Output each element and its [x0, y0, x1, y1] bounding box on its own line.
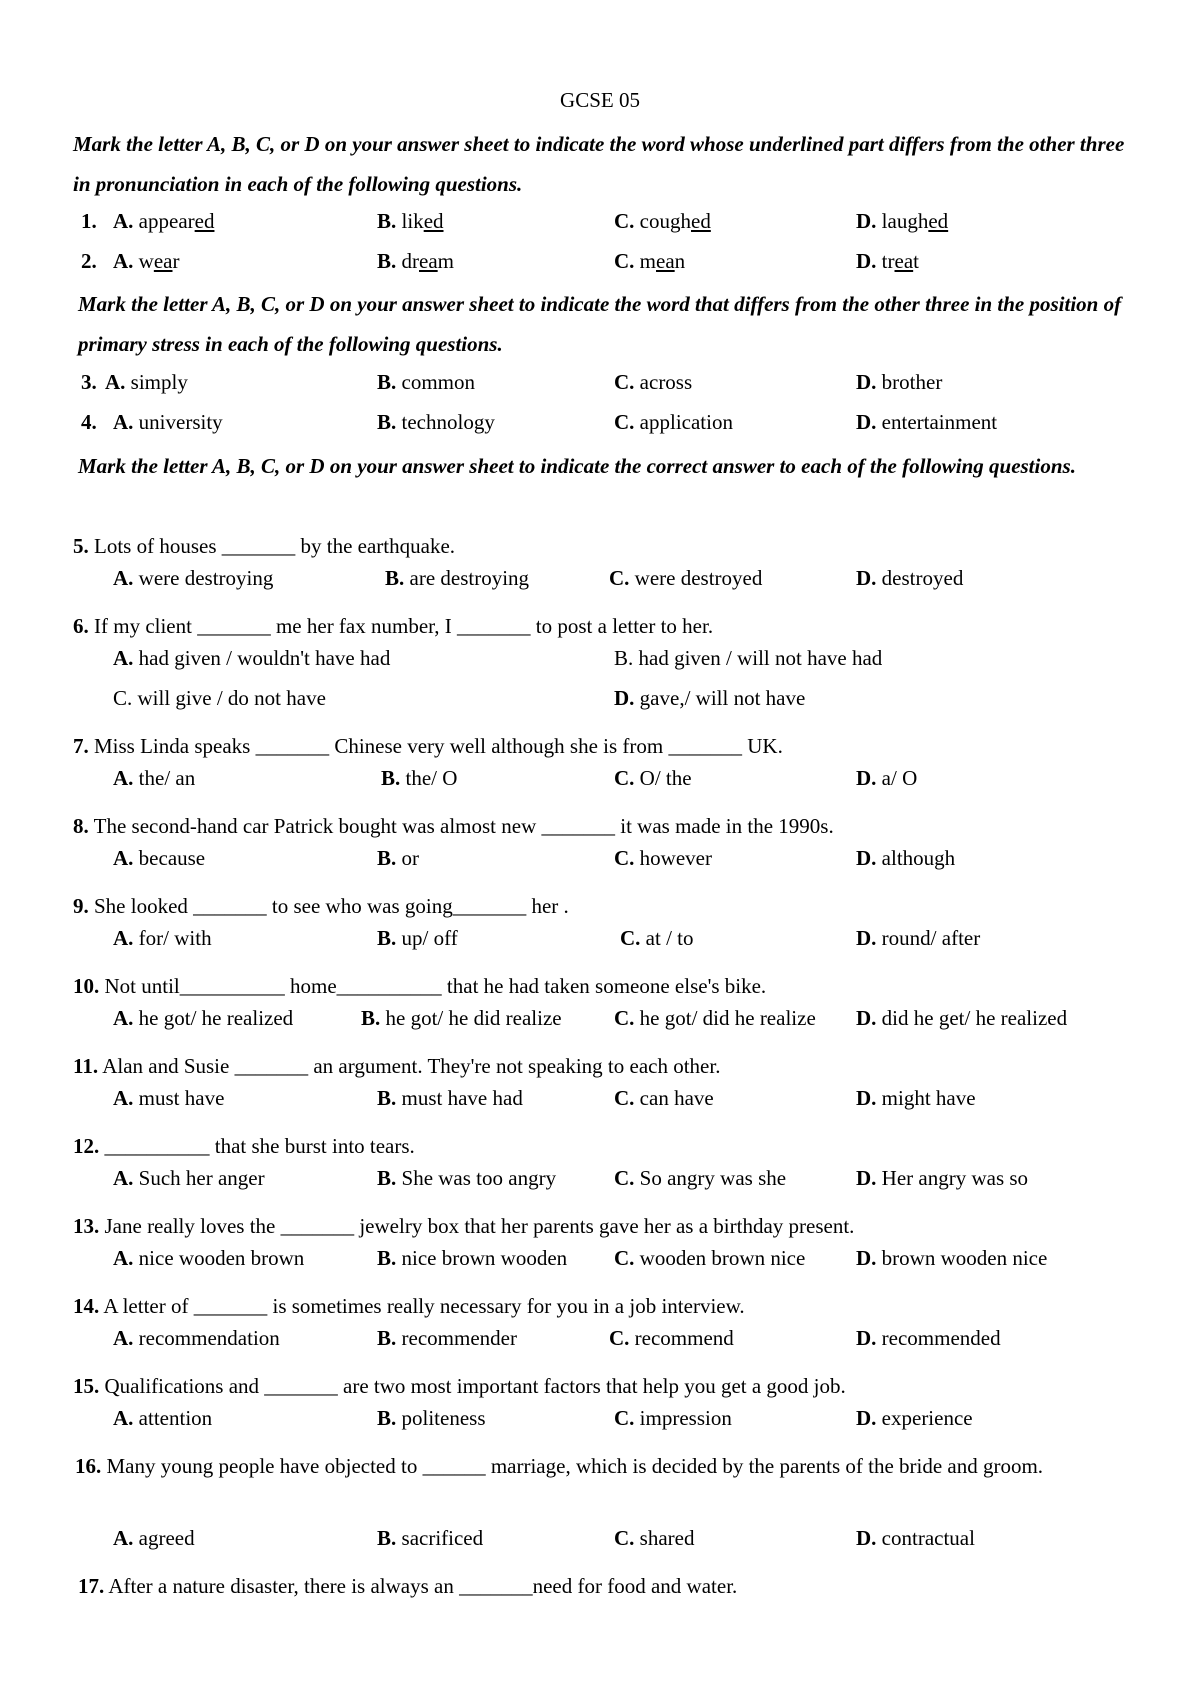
option-b[interactable]: B. or — [377, 846, 420, 870]
question-number: 3. — [81, 370, 97, 394]
option-b[interactable]: B. he got/ he did realize — [361, 1006, 562, 1030]
question-14-stem: 14. A letter of _______ is sometimes really necessary for you in a job interview. — [73, 1294, 745, 1318]
question-9-options — [73, 926, 1153, 966]
option-a[interactable]: A. had given / wouldn't have had — [113, 646, 391, 670]
option-d[interactable]: D. round/ after — [856, 926, 981, 950]
option-d[interactable]: D. did he get/ he realized — [856, 1006, 1068, 1030]
option-b[interactable]: B. politeness — [377, 1406, 486, 1430]
option-d[interactable]: D. laughed — [856, 209, 949, 233]
question-10-options — [73, 1006, 1153, 1046]
question-number: 1. — [81, 209, 97, 233]
option-c[interactable]: C. wooden brown nice — [614, 1246, 806, 1270]
option-a[interactable]: A. simply — [105, 370, 188, 394]
question-4 — [73, 410, 1153, 450]
question-number: 2. — [81, 249, 97, 273]
option-d[interactable]: D. gave,/ will not have — [614, 686, 806, 710]
question-12-options — [73, 1166, 1153, 1206]
option-c[interactable]: C. coughed — [614, 209, 711, 233]
question-13-options — [73, 1246, 1153, 1286]
option-c[interactable]: C. will give / do not have — [113, 686, 326, 710]
option-b[interactable]: B. had given / will not have had — [614, 646, 883, 670]
option-d[interactable]: D. brown wooden nice — [856, 1246, 1048, 1270]
option-d[interactable]: D. although — [856, 846, 956, 870]
question-6-stem: 6. If my client _______ me her fax number, I _______ to post a letter to her. — [73, 614, 714, 638]
option-a[interactable]: A. wear — [113, 249, 180, 273]
option-c[interactable]: C. So angry was she — [614, 1166, 787, 1190]
option-d[interactable]: D. entertainment — [856, 410, 998, 434]
option-a[interactable]: A. must have — [113, 1086, 225, 1110]
option-c[interactable]: C. across — [614, 370, 693, 394]
option-b[interactable]: B. liked — [377, 209, 444, 233]
option-b[interactable]: B. the/ O — [381, 766, 458, 790]
question-number: 4. — [81, 410, 97, 434]
option-b[interactable]: B. dream — [377, 249, 455, 273]
option-d[interactable]: D. Her angry was so — [856, 1166, 1029, 1190]
option-b[interactable]: B. are destroying — [385, 566, 530, 590]
option-a[interactable]: A. because — [113, 846, 206, 870]
option-b[interactable]: B. She was too angry — [377, 1166, 557, 1190]
option-b[interactable]: B. up/ off — [377, 926, 458, 950]
option-c[interactable]: C. impression — [614, 1406, 732, 1430]
option-d[interactable]: D. recommended — [856, 1326, 1001, 1350]
option-b[interactable]: B. sacrificed — [377, 1526, 484, 1550]
instruction-pronunciation: Mark the letter A, B, C, or D on your answer sheet to indicate the word whose underlined part differs from the other three in pronunciation in each of the following questions. — [73, 132, 1125, 196]
option-a[interactable]: A. were destroying — [113, 566, 274, 590]
option-a[interactable]: A. for/ with — [113, 926, 212, 950]
option-a[interactable]: A. recommendation — [113, 1326, 280, 1350]
option-a[interactable]: A. he got/ he realized — [113, 1006, 294, 1030]
question-13-stem: 13. Jane really loves the _______ jewelry box that her parents gave her as a birthday present. — [73, 1214, 855, 1238]
option-d[interactable]: D. contractual — [856, 1526, 975, 1550]
question-15-options — [73, 1406, 1153, 1446]
option-a[interactable]: A. attention — [113, 1406, 213, 1430]
question-17-stem: 17. After a nature disaster, there is always an _______need for food and water. — [78, 1574, 738, 1598]
question-11-stem: 11. Alan and Susie _______ an argument. They're not speaking to each other. — [73, 1054, 721, 1078]
question-14-options — [73, 1326, 1153, 1366]
option-b[interactable]: B. must have had — [377, 1086, 523, 1110]
question-6-options-row1 — [73, 646, 1153, 686]
instruction-stress: Mark the letter A, B, C, or D on your answer sheet to indicate the word that differs from the other three in the position of primary stress in each of the following questions. — [78, 292, 1122, 356]
option-a[interactable]: A. Such her anger — [113, 1166, 265, 1190]
option-c[interactable]: C. at / to — [620, 926, 694, 950]
option-c[interactable]: C. O/ the — [614, 766, 692, 790]
option-d[interactable]: D. a/ O — [856, 766, 918, 790]
option-c[interactable]: C. he got/ did he realize — [614, 1006, 816, 1030]
option-b[interactable]: B. common — [377, 370, 476, 394]
option-a[interactable]: A. university — [113, 410, 223, 434]
question-8-stem: 8. The second-hand car Patrick bought was almost new _______ it was made in the 1990s. — [73, 814, 834, 838]
option-c[interactable]: C. can have — [614, 1086, 714, 1110]
question-11-options — [73, 1086, 1153, 1126]
question-6-options-row2 — [73, 686, 1153, 726]
question-9-stem: 9. She looked _______ to see who was going_______ her . — [73, 894, 569, 918]
page-title: GCSE 05 — [560, 88, 640, 112]
option-d[interactable]: D. treat — [856, 249, 919, 273]
option-b[interactable]: B. recommender — [377, 1326, 517, 1350]
option-a[interactable]: A. the/ an — [113, 766, 196, 790]
option-c[interactable]: C. application — [614, 410, 733, 434]
option-b[interactable]: B. nice brown wooden — [377, 1246, 568, 1270]
question-12-stem: 12. __________ that she burst into tears. — [73, 1134, 415, 1158]
option-c[interactable]: C. were destroyed — [609, 566, 763, 590]
option-a[interactable]: A. agreed — [113, 1526, 195, 1550]
question-10-stem: 10. Not until__________ home__________ that he had taken someone else's bike. — [73, 974, 767, 998]
question-2 — [73, 249, 1153, 289]
option-a[interactable]: A. nice wooden brown — [113, 1246, 305, 1270]
option-a[interactable]: A. appeared — [113, 209, 215, 233]
instruction-correct-answer: Mark the letter A, B, C, or D on your answer sheet to indicate the correct answer to each of the following questions. — [78, 454, 1076, 478]
option-d[interactable]: D. destroyed — [856, 566, 964, 590]
question-7-options — [73, 766, 1153, 806]
option-c[interactable]: C. mean — [614, 249, 686, 273]
question-7-stem: 7. Miss Linda speaks _______ Chinese very well although she is from _______ UK. — [73, 734, 783, 758]
option-d[interactable]: D. experience — [856, 1406, 973, 1430]
option-c[interactable]: C. recommend — [609, 1326, 734, 1350]
question-16-options — [73, 1526, 1153, 1566]
option-c[interactable]: C. shared — [614, 1526, 695, 1550]
question-8-options — [73, 846, 1153, 886]
question-16-stem: 16. Many young people have objected to ______ marriage, which is decided by the parents of the bride and groom. — [75, 1454, 1044, 1478]
question-3 — [73, 370, 1153, 410]
question-5-stem: 5. Lots of houses _______ by the earthquake. — [73, 534, 456, 558]
option-d[interactable]: D. brother — [856, 370, 943, 394]
question-15-stem: 15. Qualifications and _______ are two most important factors that help you get a good job. — [73, 1374, 846, 1398]
option-b[interactable]: B. technology — [377, 410, 495, 434]
option-c[interactable]: C. however — [614, 846, 712, 870]
question-5-options — [73, 566, 1153, 606]
question-1 — [73, 209, 1153, 249]
option-d[interactable]: D. might have — [856, 1086, 976, 1110]
